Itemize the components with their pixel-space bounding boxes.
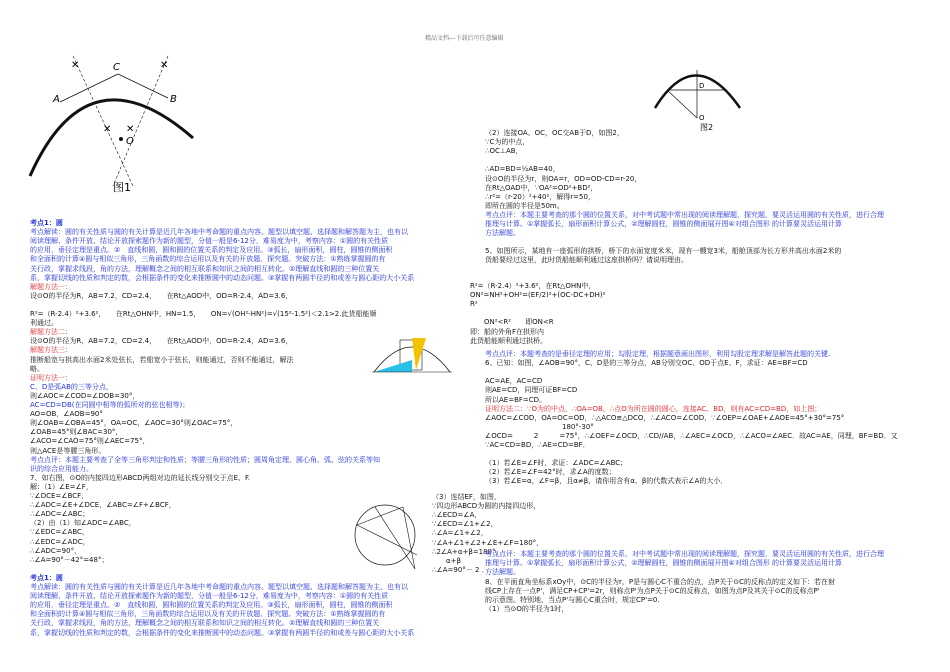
mid_side-line: 此货船能顺利通过拱桥。	[470, 336, 547, 345]
left-line: 设⊙O的半径为R，AB=7.2，CD=2.4， 在Rt△AOD中，OD=R-2.4，AD=3.6，	[30, 291, 293, 300]
left-line: 考点解读：圆的有关性质与圆的有关计算是近几年各地中考命题的重点内容。题型以填空题、选择题和解答题为主，也有以	[30, 228, 408, 237]
left-line: C、D是弧AB的三等分点，	[30, 382, 113, 391]
mark-4: ✕	[126, 124, 135, 135]
left-line: 7、如右图，⊙O的内接四边形ABCD两组对边的延长线分别交于点E、F.	[30, 473, 251, 482]
mid_bottom-line: （1）当⊙O的半径为1时，	[485, 604, 569, 613]
left-line: 利通过。	[30, 319, 58, 328]
mid_bottom-line: 考点点评：本题考查的是垂径定理的应用；勾股定理，根据题意画出图形，利用勾股定理求解是解答此题的关键.	[485, 350, 831, 358]
left_side-line: （3）连结EF，如图，	[432, 493, 501, 501]
figure-2	[645, 48, 755, 133]
left-line: 考点点评：本题主要考查了全等三角形判定和性质；等腰三角形的性质；圆周角定理、圆心角、弧、弦的关系等知	[30, 455, 380, 464]
left-line: 关行政，掌握求线段，角的方法，理解概念之间的相互联系和知识之间的相互转化。②理解直线和圆的三种位置关	[30, 264, 380, 273]
left-line: 的应用，垂径定理是重点。② 直线和圆，圆和圆的位置关系的判定及应用。③弧长，扇形面积，圆柱，圆锥的侧面积	[30, 601, 393, 610]
mid_top-line: 设⊙O的半径为r，则OA=r，OD=OD-CD=r-20，	[485, 174, 642, 183]
left-line: ∵∠DCE=∠BCF，	[30, 492, 89, 500]
left-line: 则∠OAB=∠OBA=45°，OA=OC，∠AOC=30°则∠OAC=75°，	[30, 419, 238, 428]
mid_top-line: 方法解题。	[485, 229, 520, 238]
mid_bottom-line: 证明方法二：∵O为的中点，∴OA=OB，∴点O为所在圆的圆心，连接AC、BD，则有AC=CD=BD，如上图；	[485, 404, 822, 413]
left-line: ∴∠ADC=90°，	[30, 546, 82, 555]
side-3	[357, 507, 403, 525]
left-line: （2）由（1）知∠ADC=∠ABC，	[30, 519, 136, 528]
left-line: 系，掌握切线的性质和判定的数，会根据条件的变化来推断圆中的动态问题。③掌握有两圆半径的和或差与圆心距的大小关系	[30, 273, 415, 282]
left_side-line: ∴2∠A+α+β=180°，	[432, 547, 503, 556]
left-line: AO=OB，∠AOB=90°	[30, 410, 103, 419]
left-line: 解题方法一：	[30, 282, 72, 291]
left-line: 的应用，垂径定理是重点。② 直线和圆，圆和圆的位置关系的判定及应用。③弧长，扇形面积，圆柱，圆锥的侧面积	[30, 246, 393, 255]
mid_top-line: 推理与计算。①掌握弧长，扇形面积计算公式，②理解圆柱，圆锥的侧面展开图④对组合图形 的计算要灵活运用计算	[485, 220, 843, 228]
mid_side-line: R²	[470, 300, 478, 309]
arch-curve	[655, 76, 740, 109]
mid_bottom-line: 推理与计算。①掌握弧长，扇形面积计算公式，②理解圆柱，圆锥的侧面展开图④对组合图形 的计算要灵活运用计算	[485, 559, 843, 568]
mid_top-line: ∴AD=BD=½AB=40，	[485, 165, 560, 174]
mark-1: ✕	[71, 60, 80, 71]
mid_bottom-line: 考点点评：本题主要考查的那个圆的位置关系，对中考试题中常出现的阅读理解题，探究题，要灵活运用圆的有关性质，进行合理	[485, 550, 884, 559]
mid_side-line: R²=（R-2.4）²+3.6²，在Rt△OHN中，	[470, 282, 596, 290]
left-line: 推断船宽与拱高出水面2米处弦长，若船宽小于弦长，则能通过，否则不能通过，解法	[30, 355, 294, 364]
left_side-line: ∵四边形ABCD为圆的内接四边形，	[432, 502, 541, 511]
mid_side-line: ON²=NH²+OH²=(EF/2)²+(OC-DC+DH)²	[470, 291, 606, 300]
left-line: ∠ACO=∠CAO=75°则∠AEC=75°，	[30, 437, 150, 446]
cyan-triangle	[374, 360, 412, 372]
left-line: ∴∠EDC=∠ADC，	[30, 537, 90, 546]
left-line: 和全面积的计算④圆与相似三角形，三角函数的综合运用以及有关的开放题、探究题。突破方法：①熟练掌握圆的有	[30, 610, 386, 619]
label-A: A	[53, 94, 60, 105]
left_side-line: α+β	[432, 556, 461, 565]
left-line: 则△ACE是等腰三角形。	[30, 446, 106, 455]
radius-oa	[667, 90, 697, 118]
mark-3: ✕	[160, 60, 169, 71]
side-1	[357, 525, 417, 555]
arch-curve	[30, 100, 193, 176]
mid_top-line: ∴r²=（r-20）²+40²，解得r=50，	[485, 192, 595, 201]
mid_bottom-line: 6、已知：如图，∠AOB=90°，C、D是的三等分点，AB分别交OC、OD于点E、F，求证：AE=BF=CD	[485, 359, 808, 368]
mid_side-line: ON²<R² 即ON<R	[470, 318, 554, 327]
mid_bottom-line: ∠AOC=∠COD，OA=OC=OD，∴△ACO≌△DCO，∴∠ACO=∠COD，∵∠OEP=∠OAE+∠AOE=45°+30°=75°	[485, 413, 845, 422]
mid_bottom-line: 线CP上存在一点P'，满足CP+CP'=2r，则称点P'为点P关于⊙C的反称点，如图为点P及其关于⊙C的反称点P'	[485, 586, 820, 595]
left_side-line: ∴∠A=∠1+∠2，	[432, 529, 488, 538]
left-line: 识的综合应用能力。	[30, 464, 93, 473]
center-point	[119, 137, 123, 141]
chord-ac	[60, 74, 118, 102]
left_side-line: ∵∠ECD=∠1+∠2，	[432, 520, 498, 529]
left-line: R²=（R-2.4）²+3.6²， 在Rt△OHN中，HN=1.5， ON=√(OH²-HN²)=√(15²-1.5²)＜2.1>2.此货船能顺	[30, 310, 377, 318]
mid_bottom-line: （3）若∠E=α，∠F=β，且α≠β，请你用含有α、β的代数式表示∠A的大小．	[485, 477, 728, 486]
mid_bottom-line: ∠OCD= 2 =75°，∴∠OEF=∠OCD，∴CD//AB，∴∠AEC=∠OCD，∴∠ACO=∠AEC．故AC=AE，同理，BF=BD．又	[485, 431, 898, 440]
perp-bisector-1	[73, 56, 133, 186]
left-line: 设⊙O的半径为R，AB=7.2，CD=2.4， 在Rt△AOD中，OD=R-2.4，AD=3.6，	[30, 337, 293, 346]
left-line: 解题方法三：	[30, 346, 72, 355]
left-line: 考点1：圆	[30, 573, 63, 582]
left-line: 阅读理解、条件开放、结论开放探索题作为新的题型，分值一般是6-12分，难易度为中，考察内容：①圆的有关性质	[30, 237, 389, 246]
mid_top-line: 5、如图所示，某地有一座弧形的拱桥，桥下的水面宽度米米，现有一艘宽3米，船舱顶部为长方形并高出水面2米的	[485, 247, 842, 256]
mid_bottom-line: 180°-30°	[485, 422, 594, 431]
mid_bottom-line: AC=AE，AC=CD	[485, 377, 543, 386]
mark-2: ✕	[103, 124, 112, 135]
figure-1	[18, 46, 238, 196]
left-line: ∴∠A=90°－42°=48°；	[30, 555, 109, 564]
mid_top-line: （2）连接OA、OC，OC交AB于D，如图2，	[485, 129, 624, 137]
left-line: 系，掌握切线的性质和判定的数，会根据条件的变化来推断圆中的动态问题。③掌握有两圆半径的和或差与圆心距的大小关系	[30, 628, 415, 637]
label-C: C	[113, 62, 120, 73]
left-line: AC=CD=DB(在同圆中相等的弧所对的弦也相等)；	[30, 401, 190, 409]
left-line: 则∠AOC=∠COD=∠DOB=30°，	[30, 391, 140, 400]
mid_bottom-line: 所以AE=BF=CD。	[485, 395, 547, 404]
left-line: 关行政，掌握求线段，角的方法，理解概念之间的相互联系和知识之间的相互转化。②理解直线和圆的三种位置关	[30, 619, 380, 628]
mid_bottom-line: 8、在平面直角坐标系xOy中，⊙C的半径为r，P是与圆心C不重合的点，点P关于⊙C的反称点的定义如下：若在射	[485, 577, 835, 586]
left-line: 略。	[30, 364, 44, 373]
yellow-triangle	[412, 338, 426, 370]
mid_bottom-line: （1）若∠E=∠F时，求证：∠ADC=∠ABC；	[485, 459, 628, 468]
mid_top-line: ∵C为的中点，	[485, 138, 530, 147]
mid_bottom-line: ∵AC=CD=BD，∴AE=CD=BF．	[485, 441, 590, 449]
page-header: 精品文档---下载后可任意编辑	[425, 35, 504, 42]
left-line: ∵∠EDC=∠ABC，	[30, 528, 89, 537]
left-line: 解：（1）∠E=∠F，	[30, 482, 93, 491]
mid_top-line: 货船要经过这里，此时货船能顺利通过这座拱桥吗？请说明理由。	[485, 256, 688, 265]
mid_bottom-line: 方法解题。	[485, 568, 520, 577]
mid_top-line: 在Rt△OAD中，∵OA²=OD²+BD²，	[485, 183, 598, 192]
left_side-line: ∴∠ECD=∠A，	[432, 511, 482, 520]
chord-cb	[118, 74, 168, 98]
left-line: 解题方法二：	[30, 328, 72, 337]
mid_top-line: ∴OC⊥AB，	[485, 147, 523, 156]
mid_side-line: 即：船的外角F在拱形内	[470, 327, 545, 336]
left-line: 考点解读：圆的有关性质与圆的有关计算是近几年各地中考命题的重点内容。题型以填空题、选择题和解答题为主，也有以	[30, 583, 408, 591]
left-line: ∴∠ADC=∠ABC；	[30, 510, 90, 519]
mid_top-line: 考点点评：本题主要考查的那个圆的位置关系，对中考试题中常出现的阅读理解题，探究题，要灵活运用圆的有关性质，进行合理	[485, 210, 884, 219]
left-line: ∴∠ADC=∠E+∠DCE，∠ABC=∠F+∠BCF，	[30, 501, 176, 510]
label-D: D	[699, 82, 705, 90]
circle7-figure	[345, 495, 435, 575]
figure-2-caption: 图2	[700, 123, 714, 132]
left-line: 考点1：圆	[30, 219, 63, 227]
left_side-line: ∴∠A=90°－ 2 ．	[432, 565, 489, 574]
mid_bottom-line: 则AE=CD，同理可证BF=CD	[485, 386, 578, 395]
label-B: B	[170, 94, 177, 105]
left_side-line: ∵∠A+∠1+∠2+∠E+∠F=180°，	[432, 538, 544, 547]
mid_bottom-line: 的示意图。特别地，当点P'与圆心C重合时，规定CP'=0.	[485, 595, 660, 604]
label-O: O	[126, 136, 134, 147]
figure-1-caption: 图1	[113, 181, 131, 194]
boat-figure	[372, 330, 452, 380]
left-line: 和全面积的计算④圆与相似三角形，三角函数的综合运用以及有关的开放题、探究题。突破方法：①熟练掌握圆的有	[30, 255, 386, 264]
left-line: 证明方法一：	[30, 373, 72, 382]
label-O: O	[699, 114, 705, 122]
mid_top-line: 即所在圆的半径是50m。	[485, 201, 564, 210]
left-line: 阅读理解、条件开放、结论开放探索题作为新的题型，分值一般是6-12分，难易度为中，考察内容：①圆的有关性质	[30, 592, 389, 601]
left-line: ∠OAB=45°则∠BAC=30°，	[30, 428, 123, 437]
mid_bottom-line: （2）若∠E=∠F=42°时，求∠A的度数；	[485, 468, 616, 477]
